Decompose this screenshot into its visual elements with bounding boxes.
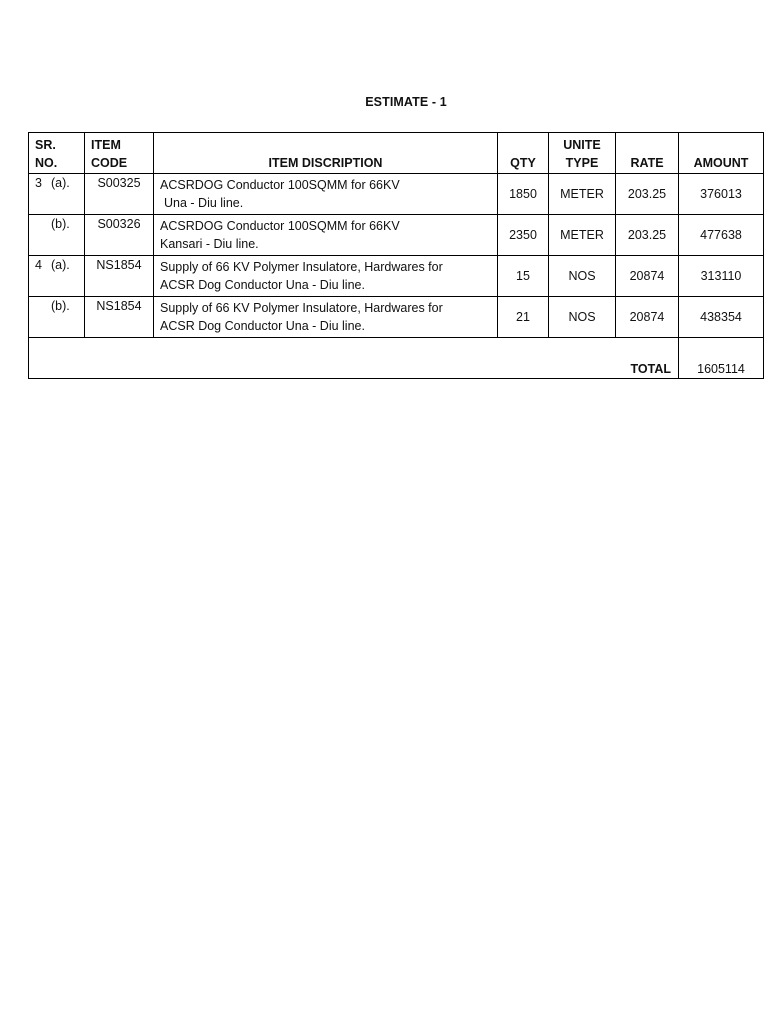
table-header-row (29, 133, 764, 174)
header-sr-no (29, 133, 85, 174)
unit-type-cell: METER (549, 174, 616, 215)
description-line-2: ACSR Dog Conductor Una - Diu line. (160, 278, 365, 292)
rate-cell: 203.25 (616, 174, 679, 215)
sr-no-cell (29, 174, 85, 215)
item-code-cell: NS1854 (85, 256, 154, 297)
description-line-1: Supply of 66 KV Polymer Insulatore, Hardwares for (160, 260, 443, 274)
total-label: TOTAL (29, 338, 679, 379)
rate-cell: 203.25 (616, 215, 679, 256)
amount-cell: 477638 (679, 215, 764, 256)
sr-sub-number: (a). (51, 176, 70, 190)
sr-sub-number: (b). (51, 217, 70, 231)
header-code-line2: CODE (91, 156, 128, 170)
item-description-cell (154, 256, 498, 297)
header-code-line1: ITEM (91, 138, 121, 152)
table-row (29, 174, 764, 215)
rate-cell: 20874 (616, 297, 679, 338)
total-value: 1605114 (679, 338, 764, 379)
item-description-cell (154, 297, 498, 338)
table-row (29, 215, 764, 256)
estimate-table (28, 132, 764, 379)
sr-sub-number: (a). (51, 258, 70, 272)
item-code-cell: S00325 (85, 174, 154, 215)
description-line-2: ACSR Dog Conductor Una - Diu line. (160, 319, 365, 333)
document-title: ESTIMATE - 1 (365, 95, 447, 109)
qty-cell: 1850 (498, 174, 549, 215)
header-item-description: ITEM DISCRIPTION (154, 133, 498, 174)
unit-type-cell: NOS (549, 256, 616, 297)
header-sr-line1: SR. (35, 138, 56, 152)
item-description-cell (154, 215, 498, 256)
header-amount: AMOUNT (679, 133, 764, 174)
qty-cell: 21 (498, 297, 549, 338)
sr-sub-number: (b). (51, 299, 70, 313)
qty-cell: 15 (498, 256, 549, 297)
description-line-2: Kansari - Diu line. (160, 237, 259, 251)
header-type-line1: UNITE (563, 138, 601, 152)
sr-no-cell (29, 256, 85, 297)
item-code-cell: NS1854 (85, 297, 154, 338)
rate-cell: 20874 (616, 256, 679, 297)
description-line-1: ACSRDOG Conductor 100SQMM for 66KV (160, 178, 400, 192)
sr-number: 3 (35, 176, 42, 190)
sr-no-cell (29, 297, 85, 338)
header-type-line2: TYPE (565, 156, 599, 170)
header-sr-line2: NO. (35, 156, 58, 170)
sr-number: 4 (35, 258, 42, 272)
description-line-1: ACSRDOG Conductor 100SQMM for 66KV (160, 219, 400, 233)
amount-cell: 376013 (679, 174, 764, 215)
amount-cell: 438354 (679, 297, 764, 338)
description-line-2: Una - Diu line. (164, 196, 244, 210)
amount-cell: 313110 (679, 256, 764, 297)
header-unit-type (549, 133, 616, 174)
item-description-cell (154, 174, 498, 215)
header-item-code (85, 133, 154, 174)
unit-type-cell: METER (549, 215, 616, 256)
item-code-cell: S00326 (85, 215, 154, 256)
header-rate: RATE (616, 133, 679, 174)
qty-cell: 2350 (498, 215, 549, 256)
sr-no-cell (29, 215, 85, 256)
table-row (29, 256, 764, 297)
description-line-1: Supply of 66 KV Polymer Insulatore, Hardwares for (160, 301, 443, 315)
unit-type-cell: NOS (549, 297, 616, 338)
header-qty: QTY (498, 133, 549, 174)
total-row (29, 338, 764, 379)
table-row (29, 297, 764, 338)
